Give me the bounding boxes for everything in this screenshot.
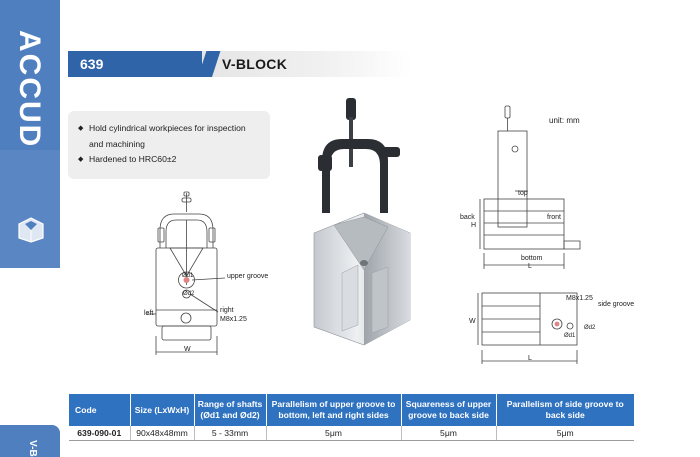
- diamond-bullet-icon: ◆: [78, 125, 84, 132]
- side-section-tab-label: V-B: [27, 440, 38, 457]
- page-title: V-BLOCK: [222, 56, 288, 72]
- bottom-label: bottom: [521, 255, 543, 262]
- top-width-label: W: [469, 318, 476, 325]
- width-label: W: [184, 346, 191, 353]
- top-length-label: L: [528, 355, 532, 362]
- feature-text: Hold cylindrical workpieces for inspection and machining: [89, 123, 246, 149]
- table-header-cell: Parallelism of upper groove to bottom, left and right sides: [266, 394, 401, 426]
- upper-groove-label: upper groove: [227, 273, 269, 280]
- thread-label: M8x1.25: [220, 316, 247, 323]
- top-d2-label: Ød2: [584, 325, 596, 331]
- right-label: right: [220, 307, 234, 314]
- feature-text: Hardened to HRC60±2: [89, 154, 177, 164]
- table-cell-parallelism-upper: 5μm: [266, 426, 401, 440]
- side-groove-label: side groove: [598, 301, 635, 308]
- unit-label: unit: mm: [549, 116, 580, 125]
- diamond-bullet-icon: ◆: [78, 156, 84, 163]
- height-label: H: [471, 222, 477, 229]
- table-cell-squareness: 5μm: [401, 426, 496, 440]
- v-block-product-image: [300, 95, 425, 360]
- spec-table: [69, 394, 634, 441]
- length-label: L: [528, 263, 532, 270]
- d1-label: Ød1: [182, 273, 194, 279]
- table-header-cell: Size (LxWxH): [130, 394, 194, 426]
- features-box: [68, 111, 270, 179]
- feature-item: [76, 121, 262, 152]
- table-cell-size: 90x48x48mm: [130, 426, 194, 440]
- table-cell-range: 5 - 33mm: [194, 426, 266, 440]
- table-header-cell: Range of shafts (Ød1 and Ød2): [194, 394, 266, 426]
- table-header-cell: Parallelism of side groove to back side: [496, 394, 634, 426]
- side-brand-strip: [0, 0, 60, 268]
- front-label: front: [547, 214, 562, 221]
- back-label: back: [460, 214, 475, 221]
- table-row: [69, 426, 634, 440]
- top-d1-label: Ød1: [564, 333, 576, 339]
- side-strip-pattern: [0, 150, 60, 268]
- top-thread-label: M8x1.25: [566, 295, 593, 302]
- table-header-row: [69, 394, 634, 426]
- section-number: 639: [68, 51, 202, 77]
- left-label: left: [144, 310, 154, 317]
- table-header-cell: Squareness of upper groove to back side: [401, 394, 496, 426]
- table-header-cell: Code: [69, 394, 130, 426]
- side-view-diagram: [470, 103, 590, 273]
- table-cell-code: 639-090-01: [69, 426, 130, 440]
- d2-label: Ød2: [183, 291, 195, 297]
- top-label: top: [518, 190, 528, 197]
- brand-logo-text: ACCUD: [13, 30, 46, 149]
- feature-item: [76, 152, 262, 168]
- table-cell-parallelism-side: 5μm: [496, 426, 634, 440]
- v-block-icon: [16, 214, 46, 244]
